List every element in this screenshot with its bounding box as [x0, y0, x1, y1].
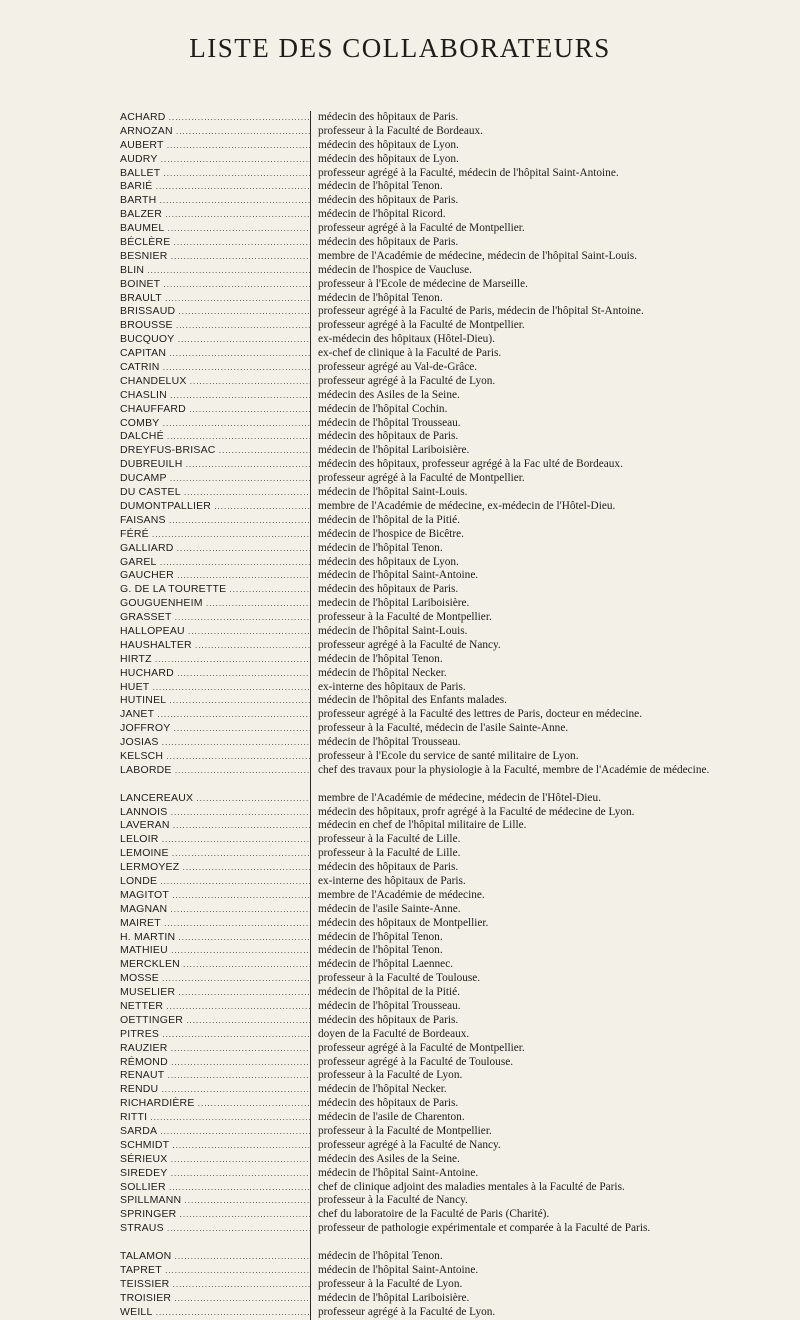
list-item	[120, 458, 800, 472]
collaborator-description: professeur agrégé à la Faculté de Nancy.	[318, 638, 501, 651]
list-item	[120, 375, 800, 389]
collaborator-description: médecin de l'hôpital Saint-Antoine.	[318, 1166, 479, 1179]
collaborator-name: HUET .....	[120, 681, 310, 695]
list-item	[120, 944, 800, 958]
collaborator-description: médecin de l'hôpital de la Pitié.	[318, 986, 460, 999]
collaborator-description: ex-médecin des hôpitaux (Hôtel-Dieu).	[318, 333, 495, 346]
collaborator-description: médecin en chef de l'hôpital militaire de Lille.	[318, 819, 527, 832]
list-item	[120, 486, 800, 500]
collaborator-name: GOUGUENHEIM .....	[120, 597, 310, 611]
list-item	[120, 430, 800, 444]
collaborator-name: TAPRET .....	[120, 1264, 310, 1278]
collaborator-name: DUMONTPALLIER .....	[120, 500, 310, 514]
collaborator-name: LANCEREAUX .....	[120, 792, 310, 806]
list-item	[120, 153, 800, 167]
collaborator-description: médecin de l'hôpital Tenon.	[318, 291, 443, 304]
list-item	[120, 347, 800, 361]
list-item	[120, 125, 800, 139]
list-item	[120, 806, 800, 820]
list-item	[120, 1222, 800, 1250]
collaborator-description: médecin des hôpitaux de Montpellier.	[318, 916, 489, 929]
collaborator-description: professeur agrégé à la Faculté de Montpellier.	[318, 222, 525, 235]
collaborator-name: JOFFROY .....	[120, 722, 310, 736]
list-item	[120, 1181, 800, 1195]
collaborator-description: professeur agrégé à la Faculté des lettres de Paris, docteur en médecine.	[318, 708, 643, 721]
list-item	[120, 278, 800, 292]
collaborator-name: BLIN .....	[120, 264, 310, 278]
collaborator-description: médecin de l'hôpital Tenon.	[318, 944, 443, 957]
collaborator-description: médecin des hôpitaux, profr agrégé à la Faculté de médecine de Lyon.	[318, 805, 635, 818]
collaborator-description: médecin de l'hôpital Lariboisière.	[318, 444, 470, 457]
collaborator-name: SOLLIER .....	[120, 1181, 310, 1195]
list-item	[120, 597, 800, 611]
collaborator-name: AUBERT .....	[120, 139, 310, 153]
collaborator-name: BROUSSE .....	[120, 319, 310, 333]
collaborator-name: MAGNAN .....	[120, 903, 310, 917]
list-item	[120, 292, 800, 306]
collaborator-description: médecin de l'asile Sainte-Anne.	[318, 902, 461, 915]
collaborator-name: RAUZIER .....	[120, 1042, 310, 1056]
list-item	[120, 444, 800, 458]
collaborator-description: professeur à l'Ecole du service de santé militaire de Lyon.	[318, 749, 579, 762]
list-item	[120, 542, 800, 556]
list-item	[120, 1097, 800, 1111]
collaborator-name: BAUMEL .....	[120, 222, 310, 236]
collaborator-name: HUCHARD .....	[120, 667, 310, 681]
collaborator-name: PITRES .....	[120, 1028, 310, 1042]
list-item	[120, 514, 800, 528]
collaborator-name: FAISANS .....	[120, 514, 310, 528]
collaborator-description: professeur à la Faculté de Lille.	[318, 847, 461, 860]
list-item	[120, 1278, 800, 1292]
list-item	[120, 319, 800, 333]
collaborator-name: DREYFUS-BRISAC .....	[120, 444, 310, 458]
collaborator-description: médecin de l'hospice de Bicêtre.	[318, 527, 465, 540]
collaborator-description: professeur à la Faculté de Montpellier.	[318, 611, 492, 624]
collaborator-name: MATHIEU .....	[120, 944, 310, 958]
list-item	[120, 1014, 800, 1028]
collaborator-description: membre de l'Académie de médecine, médecin de l'hôpital Saint-Louis.	[318, 249, 638, 262]
list-item	[120, 708, 800, 722]
list-item	[120, 194, 800, 208]
collaborator-name: BARIÉ .....	[120, 180, 310, 194]
collaborator-description: médecin des hôpitaux de Paris.	[318, 583, 459, 596]
collaborator-description: membre de l'Académie de médecine.	[318, 888, 485, 901]
collaborator-name: TROISIER .....	[120, 1292, 310, 1306]
list-item	[120, 875, 800, 889]
collaborator-description: médecin des Asiles de la Seine.	[318, 1152, 460, 1165]
collaborator-description: ex-chef de clinique à la Faculté de Paris.	[318, 347, 502, 360]
list-item	[120, 1056, 800, 1070]
collaborator-name: CHANDELUX .....	[120, 375, 310, 389]
collaborator-name: COMBY .....	[120, 417, 310, 431]
list-item	[120, 958, 800, 972]
collaborator-description: médecin de l'hôpital Ricord.	[318, 208, 446, 221]
collaborator-description: chef du laboratoire de la Faculté de Paris (Charité).	[318, 1208, 550, 1221]
collaborator-name: ACHARD .....	[120, 111, 310, 125]
collaborator-name: RÉMOND .....	[120, 1056, 310, 1070]
collaborator-name: BALLET .....	[120, 167, 310, 181]
collaborator-name: GAUCHER .....	[120, 569, 310, 583]
collaborator-name: DALCHÉ .....	[120, 430, 310, 444]
list-item	[120, 986, 800, 1000]
collaborator-name: RENDU .....	[120, 1083, 310, 1097]
collaborator-name: LANNOIS .....	[120, 806, 310, 820]
collaborator-name: DUCAMP .....	[120, 472, 310, 486]
list-item	[120, 1042, 800, 1056]
collaborator-description: médecin des hôpitaux de Lyon.	[318, 138, 459, 151]
collaborator-description: professeur à la Faculté de Lille.	[318, 833, 461, 846]
collaborator-name: RICHARDIÈRE .....	[120, 1097, 310, 1111]
list-item	[120, 569, 800, 583]
collaborator-name: LELOIR .....	[120, 833, 310, 847]
list-item	[120, 625, 800, 639]
collaborator-name: MERCKLEN .....	[120, 958, 310, 972]
collaborator-description: médecin de l'hôpital Trousseau.	[318, 1000, 461, 1013]
collaborator-name: MUSELIER .....	[120, 986, 310, 1000]
list-item	[120, 389, 800, 403]
list-item	[120, 1250, 800, 1264]
collaborator-description: médecin de l'hôpital Tenon.	[318, 541, 443, 554]
list-item	[120, 750, 800, 764]
collaborator-description: médecin de l'hôpital Necker.	[318, 666, 447, 679]
collaborator-description: médecin des hôpitaux de Paris.	[318, 236, 459, 249]
collaborator-name: RITTI .....	[120, 1111, 310, 1125]
collaborator-description: médecin de l'hôpital Lariboisière.	[318, 1291, 470, 1304]
collaborator-name: HALLOPEAU .....	[120, 625, 310, 639]
collaborator-name: MAGITOT .....	[120, 889, 310, 903]
collaborator-name: GAREL .....	[120, 556, 310, 570]
collaborator-description: professeur agrégé au Val-de-Grâce.	[318, 361, 478, 374]
list-item	[120, 833, 800, 847]
collaborator-name: BUCQUOY .....	[120, 333, 310, 347]
list-item	[120, 208, 800, 222]
collaborator-name: CHASLIN .....	[120, 389, 310, 403]
collaborator-name: HAUSHALTER .....	[120, 639, 310, 653]
collaborator-description: médecin des hôpitaux de Paris.	[318, 1097, 459, 1110]
collaborator-name: STRAUS .....	[120, 1222, 310, 1236]
collaborator-name: BESNIER .....	[120, 250, 310, 264]
list-item	[120, 1292, 800, 1306]
collaborator-name: SARDA .....	[120, 1125, 310, 1139]
collaborator-list	[120, 111, 800, 1320]
collaborator-description: professeur à la Faculté de Montpellier.	[318, 1125, 492, 1138]
collaborator-description: professeur agrégé à la Faculté de Paris, médecin de l'hôpital St-Antoine.	[318, 305, 644, 318]
collaborator-name: SPRINGER .....	[120, 1208, 310, 1222]
collaborator-name: LABORDE .....	[120, 764, 310, 778]
list-item	[120, 556, 800, 570]
collaborator-description: professeur agrégé à la Faculté de Montpellier.	[318, 472, 525, 485]
list-item	[120, 250, 800, 264]
collaborator-description: médecin de l'hôpital Saint-Louis.	[318, 624, 468, 637]
collaborator-description: médecin de l'hospice de Vaucluse.	[318, 263, 472, 276]
collaborator-description: professeur agrégé à la Faculté de Montpellier.	[318, 1041, 525, 1054]
list-item	[120, 736, 800, 750]
list-item	[120, 1306, 800, 1320]
list-item	[120, 917, 800, 931]
collaborator-name: LERMOYEZ .....	[120, 861, 310, 875]
list-item	[120, 1194, 800, 1208]
collaborator-name: SCHMIDT .....	[120, 1139, 310, 1153]
collaborator-description: médecin des hôpitaux de Paris.	[318, 111, 459, 123]
collaborator-description: professeur de pathologie expérimentale et comparée à la Faculté de Paris.	[318, 1222, 651, 1235]
list-item	[120, 681, 800, 695]
list-item	[120, 472, 800, 486]
list-item	[120, 361, 800, 375]
collaborator-name: NETTER .....	[120, 1000, 310, 1014]
list-item	[120, 639, 800, 653]
collaborator-description: médecin de l'asile de Charenton.	[318, 1111, 465, 1124]
list-item	[120, 167, 800, 181]
collaborator-name: JANET .....	[120, 708, 310, 722]
collaborator-description: médecin de l'hôpital Trousseau.	[318, 416, 461, 429]
collaborator-description: professeur agrégé à la Faculté de Lyon.	[318, 374, 496, 387]
collaborator-description: professeur à la Faculté de Nancy.	[318, 1194, 468, 1207]
list-item	[120, 417, 800, 431]
collaborator-description: professeur à la Faculté de Toulouse.	[318, 972, 481, 985]
collaborator-name: GALLIARD .....	[120, 542, 310, 556]
collaborator-name: HIRTZ .....	[120, 653, 310, 667]
collaborator-name: CATRIN .....	[120, 361, 310, 375]
collaborator-description: médecin des hôpitaux de Lyon.	[318, 152, 459, 165]
collaborator-description: professeur à la Faculté de Lyon.	[318, 1069, 463, 1082]
list-item	[120, 111, 800, 125]
collaborator-name: G. DE LA TOURETTE .....	[120, 583, 310, 597]
collaborator-name: WEILL .....	[120, 1306, 310, 1320]
collaborator-name: DU CASTEL .....	[120, 486, 310, 500]
collaborator-name: SIREDEY .....	[120, 1167, 310, 1181]
list-item	[120, 500, 800, 514]
collaborator-description: médecin des hôpitaux, professeur agrégé à la Fac ulté de Bordeaux.	[318, 458, 623, 471]
collaborator-description: médecin des hôpitaux de Paris.	[318, 194, 459, 207]
collaborator-description: médecin de l'hôpital Tenon.	[318, 1250, 443, 1263]
collaborator-name: AUDRY .....	[120, 153, 310, 167]
collaborator-description: chef des travaux pour la physiologie à la Faculté, membre de l'Académie de médecine.	[318, 763, 710, 776]
list-item	[120, 1111, 800, 1125]
list-item	[120, 931, 800, 945]
collaborator-name: BARTH .....	[120, 194, 310, 208]
collaborator-description: medecin de l'hôpital Lariboisière.	[318, 597, 470, 610]
collaborator-description: médecin de l'hôpital Saint-Antoine.	[318, 1263, 479, 1276]
collaborator-description: médecin des hôpitaux de Paris.	[318, 430, 459, 443]
collaborator-description: médecin de l'hôpital Tenon.	[318, 180, 443, 193]
list-item	[120, 403, 800, 417]
collaborator-name: FÉRÉ .....	[120, 528, 310, 542]
collaborator-description: professeur agrégé à la Faculté de Toulouse.	[318, 1055, 514, 1068]
list-item	[120, 667, 800, 681]
collaborator-name: BRISSAUD .....	[120, 305, 310, 319]
collaborator-name: BRAULT .....	[120, 292, 310, 306]
collaborator-name: BALZER .....	[120, 208, 310, 222]
collaborator-description: professeur agrégé à la Faculté de Lyon.	[318, 1305, 496, 1318]
list-item	[120, 792, 800, 806]
collaborator-name: GRASSET .....	[120, 611, 310, 625]
collaborator-name: LAVERAN .....	[120, 819, 310, 833]
list-item	[120, 139, 800, 153]
collaborator-name: MOSSE .....	[120, 972, 310, 986]
list-item	[120, 847, 800, 861]
collaborator-description: médecin des hôpitaux de Lyon.	[318, 555, 459, 568]
collaborator-description: ex-interne des hôpitaux de Paris.	[318, 875, 466, 887]
list-item	[120, 1264, 800, 1278]
collaborator-name: DUBREUILH .....	[120, 458, 310, 472]
collaborator-description: médecin de l'hôpital Trousseau.	[318, 736, 461, 749]
list-item	[120, 1000, 800, 1014]
list-item	[120, 1153, 800, 1167]
collaborator-name: HUTINEL .....	[120, 694, 310, 708]
list-item	[120, 305, 800, 319]
page-title: LISTE DES COLLABORATEURS	[189, 33, 611, 63]
list-item	[120, 222, 800, 236]
collaborator-name: RENAUT .....	[120, 1069, 310, 1083]
collaborator-description: professeur agrégé à la Faculté de Montpellier.	[318, 319, 525, 332]
collaborator-description: médecin des hôpitaux de Paris.	[318, 1013, 459, 1026]
collaborator-description: doyen de la Faculté de Bordeaux.	[318, 1027, 470, 1040]
list-item	[120, 694, 800, 708]
collaborator-description: professeur à la Faculté, médecin de l'asile Sainte-Anne.	[318, 722, 569, 735]
list-item	[120, 180, 800, 194]
list-item	[120, 819, 800, 833]
collaborator-name: SPILLMANN .....	[120, 1194, 310, 1208]
collaborator-description: médecin de l'hôpital Tenon.	[318, 930, 443, 943]
collaborator-description: médecin des hôpitaux de Paris.	[318, 861, 459, 874]
collaborator-name: MAIRET .....	[120, 917, 310, 931]
collaborator-name: H. MARTIN .....	[120, 931, 310, 945]
collaborator-description: médecin de l'hôpital Saint-Louis.	[318, 486, 468, 499]
list-item	[120, 1208, 800, 1222]
collaborator-description: professeur à la Faculté de Lyon.	[318, 1277, 463, 1290]
collaborator-name: TALAMON .....	[120, 1250, 310, 1264]
collaborator-description: professeur à la Faculté de Bordeaux.	[318, 124, 483, 137]
list-item	[120, 1167, 800, 1181]
list-item	[120, 1139, 800, 1153]
collaborator-name: TEISSIER .....	[120, 1278, 310, 1292]
collaborator-description: ex-interne des hôpitaux de Paris.	[318, 680, 466, 693]
list-item	[120, 903, 800, 917]
collaborator-description: médecin de l'hôpital Necker.	[318, 1083, 447, 1096]
list-item	[120, 1125, 800, 1139]
list-item	[120, 972, 800, 986]
list-item	[120, 583, 800, 597]
collaborator-description: membre de l'Académie de médecine, ex-médecin de l'Hôtel-Dieu.	[318, 499, 616, 512]
collaborator-name: BOINET .....	[120, 278, 310, 292]
collaborator-description: professeur agrégé à la Faculté de Nancy.	[318, 1138, 501, 1151]
list-item	[120, 722, 800, 736]
collaborator-description: professeur à l'Ecole de médecine de Marseille.	[318, 277, 528, 290]
collaborator-description: médecin de l'hôpital de la Pitié.	[318, 513, 460, 526]
collaborator-name: LEMOINE .....	[120, 847, 310, 861]
list-item	[120, 1083, 800, 1097]
collaborator-description: médecin des Asiles de la Seine.	[318, 388, 460, 401]
collaborator-description: médecin de l'hôpital Saint-Antoine.	[318, 569, 479, 582]
collaborator-name: ARNOZAN .....	[120, 125, 310, 139]
list-item	[120, 764, 800, 792]
list-item	[120, 861, 800, 875]
collaborator-description: médecin de l'hôpital Tenon.	[318, 652, 443, 665]
list-item	[120, 264, 800, 278]
collaborator-name: CHAUFFARD .....	[120, 403, 310, 417]
list-item	[120, 611, 800, 625]
collaborator-name: BÉCLÈRE .....	[120, 236, 310, 250]
collaborator-description: médecin de l'hôpital des Enfants malades.	[318, 694, 508, 707]
collaborator-description: membre de l'Académie de médecine, médecin de l'Hôtel-Dieu.	[318, 791, 601, 804]
collaborator-name: SÉRIEUX .....	[120, 1153, 310, 1167]
collaborator-name: KELSCH .....	[120, 750, 310, 764]
collaborator-description: professeur agrégé à la Faculté, médecin de l'hôpital Saint-Antoine.	[318, 166, 619, 179]
collaborator-name: CAPITAN .....	[120, 347, 310, 361]
list-item	[120, 236, 800, 250]
collaborator-description: chef de clinique adjoint des maladies mentales à la Faculté de Paris.	[318, 1180, 625, 1193]
collaborator-description: médecin de l'hôpital Laennec.	[318, 958, 454, 971]
list-item	[120, 1069, 800, 1083]
list-item	[120, 333, 800, 347]
collaborator-name: OETTINGER .....	[120, 1014, 310, 1028]
collaborator-name: JOSIAS .....	[120, 736, 310, 750]
list-item	[120, 528, 800, 542]
list-item	[120, 1028, 800, 1042]
list-item	[120, 653, 800, 667]
list-item	[120, 889, 800, 903]
collaborator-description: médecin de l'hôpital Cochin.	[318, 402, 448, 415]
collaborator-name: LONDE .....	[120, 875, 310, 889]
